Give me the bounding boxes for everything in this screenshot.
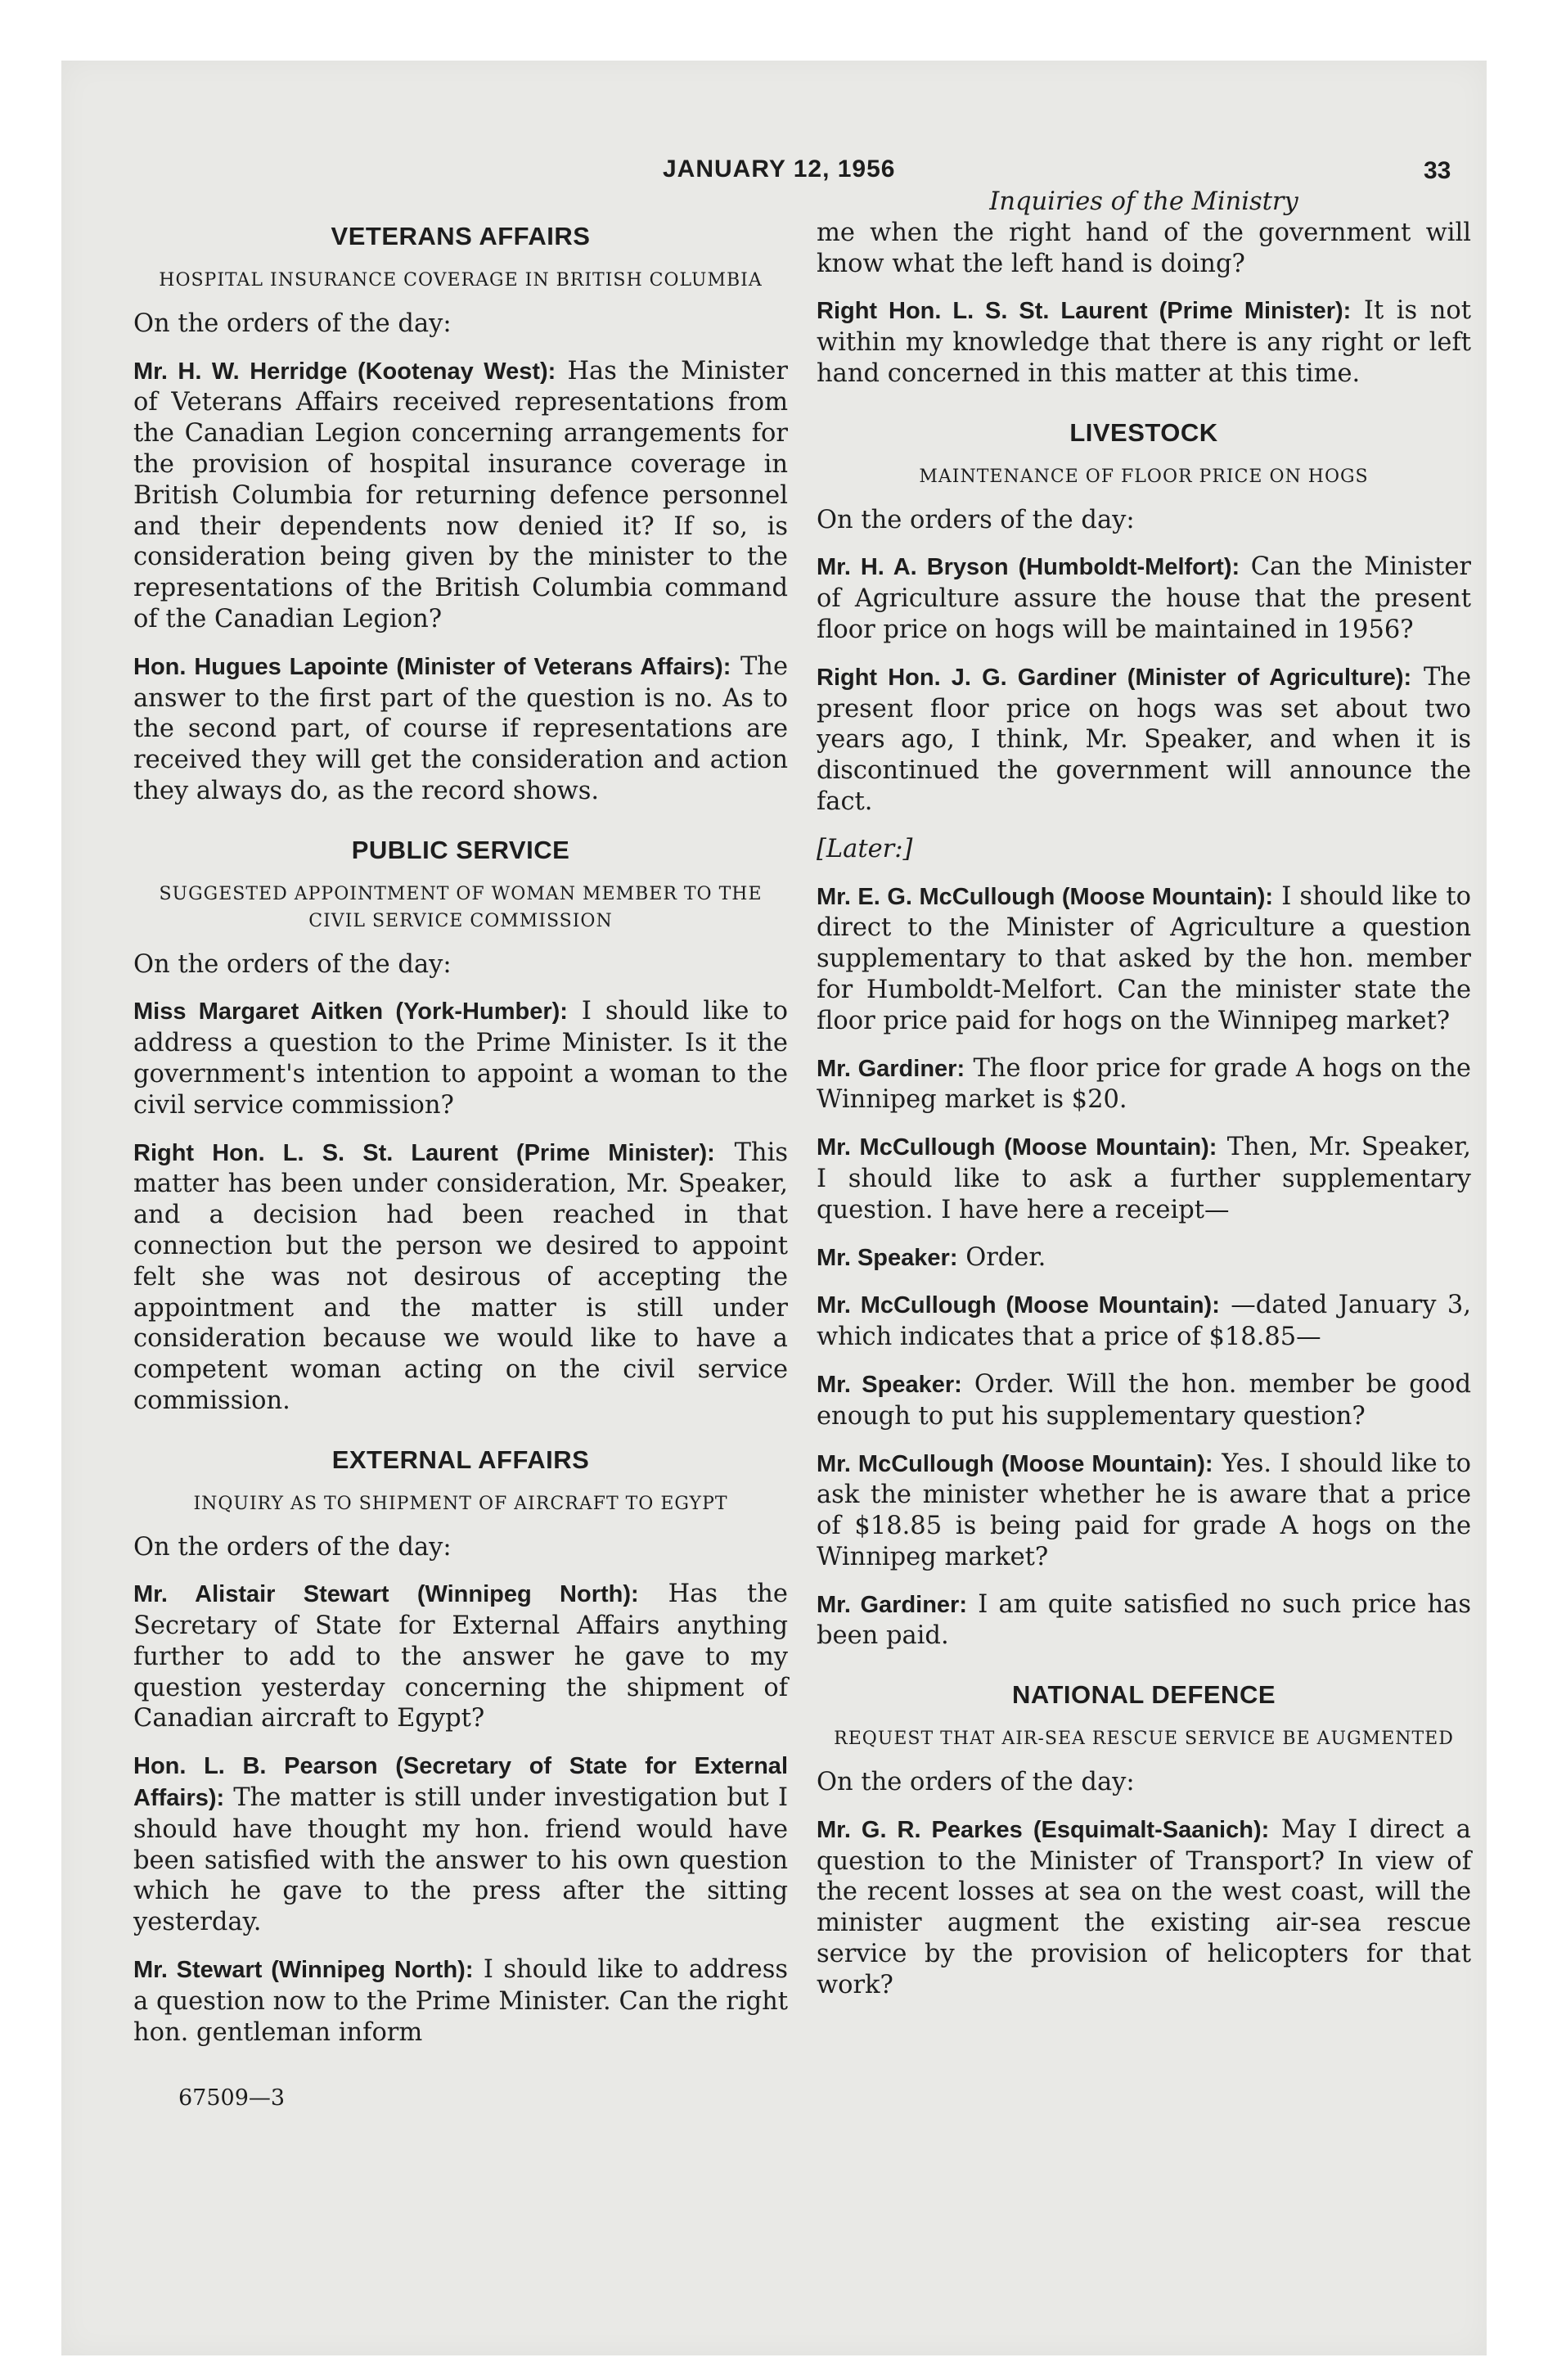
- paragraph-stewart-2: [133, 1954, 788, 2048]
- paragraph-mccullough-2: [817, 1132, 1471, 1225]
- section-heading-veterans: VETERANS AFFAIRS: [331, 222, 591, 250]
- speaker-name: Mr. H. W. Herridge (Kootenay West):: [133, 358, 556, 385]
- orders-of-day: On the orders of the day:: [133, 1532, 452, 1562]
- subheading-aircraft-egypt: INQUIRY AS TO SHIPMENT OF AIRCRAFT TO EGYPT: [193, 1493, 728, 1514]
- subheading-air-sea-rescue: REQUEST THAT AIR-SEA RESCUE SERVICE BE AUGMENTED: [834, 1729, 1454, 1750]
- speech-text: Order. Will the hon. member be good enough to put his supplementary question?: [817, 1369, 1471, 1431]
- speaker-name: Hon. L. B. Pearson (Secretary of State for External Affairs):: [133, 1753, 788, 1812]
- speaker-name: Mr. McCullough (Moose Mountain):: [817, 1292, 1220, 1319]
- speech-text: Has the Secretary of State for External Affairs anything further to add to the answer he gave to my question yesterday concerning the shipment of Canadian aircraft to Egypt?: [133, 1580, 788, 1733]
- paragraph-st-laurent-answer: [817, 295, 1471, 389]
- paragraph-lapointe: [133, 651, 788, 807]
- speaker-name: Right Hon. J. G. Gardiner (Minister of Agriculture):: [817, 664, 1412, 691]
- paragraph-aitken: [133, 996, 788, 1120]
- speech-text: Has the Minister of Veterans Affairs received representations from the Canadian Legion concerning arrangements for the provision of hospital insurance coverage in British Columbia for returning defence personnel and their dependents now denied it? If so, is consideration being given by the minister to the representations of the British Columbia command of the Canadian Legion?: [133, 356, 788, 633]
- later-marker: [Later:]: [817, 834, 913, 863]
- paragraph-gardiner: [817, 662, 1471, 818]
- orders-of-day: On the orders of the day:: [817, 1768, 1135, 1797]
- orders-of-day: On the orders of the day:: [133, 309, 452, 338]
- speech-text: This matter has been under consideration, Mr. Speaker, and a decision had been reached in that connection but the person we desired to appoint felt she was not desirous of accepting the appointment and the matter is still under consideration because we would like to have a competent woman acting on the civil service commission.: [133, 1138, 788, 1415]
- paragraph-mccullough-1: [817, 881, 1471, 1037]
- page-number: 33: [1424, 157, 1451, 184]
- continued-text: me when the right hand of the government will know what the left hand is doing?: [817, 218, 1471, 278]
- section-heading-public-service: PUBLIC SERVICE: [351, 835, 570, 864]
- speaker-name: Hon. Hugues Lapointe (Minister of Veterans Affairs):: [133, 653, 731, 680]
- speech-text: I should like to direct to the Minister of Agriculture a question supplementary to that asked by the hon. member for Humboldt-Melfort. Can the minister state the floor price paid for hogs on the Winnipeg market?: [817, 881, 1471, 1035]
- speech-text: Order.: [965, 1242, 1046, 1272]
- subheading-floor-price: MAINTENANCE OF FLOOR PRICE ON HOGS: [919, 466, 1369, 487]
- paragraph-mccullough-3: [817, 1290, 1471, 1353]
- speech-text: —dated January 3, which indicates that a price of $18.85—: [817, 1291, 1471, 1352]
- paragraph-pearson: [133, 1751, 788, 1938]
- footer-code: 67509—3: [178, 2085, 286, 2111]
- section-heading-national-defence: NATIONAL DEFENCE: [1011, 1680, 1276, 1710]
- speaker-name: Right Hon. L. S. St. Laurent (Prime Minister):: [133, 1139, 715, 1166]
- speech-text: I should like to address a question now to the Prime Minister. Can the right hon. gentleman inform: [133, 1955, 788, 2047]
- speech-text: I am quite satisfied no such price has been paid.: [817, 1589, 1471, 1651]
- subheading-woman-member: SUGGESTED APPOINTMENT OF WOMAN MEMBER TO THE CIVIL SERVICE COMMISSION: [159, 883, 763, 931]
- speech-text: Yes. I should like to ask the minister whether he is aware that a price of $18.85 is being paid for grade A hogs on the Winnipeg market?: [817, 1449, 1471, 1571]
- speaker-name: Right Hon. L. S. St. Laurent (Prime Minister):: [817, 298, 1352, 325]
- section-heading-external-affairs: EXTERNAL AFFAIRS: [331, 1445, 590, 1474]
- subheading-hospital-insurance: HOSPITAL INSURANCE COVERAGE IN BRITISH COLUMBIA: [159, 269, 763, 291]
- paragraph-st-laurent: [133, 1138, 788, 1417]
- paragraph-pearkes: [817, 1814, 1471, 2001]
- paragraph-herridge: [133, 356, 788, 635]
- speaker-name: Mr. Speaker:: [817, 1244, 958, 1271]
- paragraph-bryson: [817, 552, 1471, 645]
- paragraph-gardiner-2: [817, 1053, 1471, 1116]
- speaker-name: Mr. McCullough (Moose Mountain):: [817, 1450, 1213, 1477]
- speech-text: Can the Minister of Agriculture assure the house that the present floor price on hogs will be maintained in 1956?: [817, 552, 1471, 644]
- paragraph-stewart: [133, 1579, 788, 1734]
- speech-text: Then, Mr. Speaker, I should like to ask a further supplementary question. I have here a receipt—: [817, 1133, 1471, 1224]
- speaker-name: Mr. H. A. Bryson (Humboldt-Melfort):: [817, 554, 1240, 581]
- speech-text: The present floor price on hogs was set about two years ago, I think, Mr. Speaker, and when it is discontinued the government will announce the fact.: [817, 662, 1471, 816]
- speaker-name: Miss Margaret Aitken (York-Humber):: [133, 998, 568, 1025]
- right-column: [817, 187, 1471, 2017]
- speech-text: The floor price for grade A hogs on the Winnipeg market is $20.: [817, 1053, 1471, 1115]
- speaker-name: Mr. Stewart (Winnipeg North):: [133, 1957, 474, 1984]
- speech-text: It is not within my knowledge that there is any right or left hand concerned in this matter at this time.: [817, 296, 1471, 388]
- paragraph-mccullough-4: [817, 1449, 1471, 1573]
- running-subtitle: Inquiries of the Ministry: [989, 187, 1298, 216]
- speech-text: The matter is still under investigation but I should have thought my hon. friend would have been satisfied with the answer to his own question which he gave to the press after the sitting yesterday.: [133, 1783, 788, 1937]
- running-head-date: JANUARY 12, 1956: [663, 156, 896, 183]
- speech-text: I should like to address a question to the Prime Minister. Is it the government's intention to appoint a woman to the civil service commission?: [133, 997, 789, 1120]
- speaker-name: Mr. Gardiner:: [817, 1055, 965, 1082]
- speaker-name: Mr. E. G. McCullough (Moose Mountain):: [817, 883, 1274, 910]
- speech-text: The answer to the first part of the question is no. As to the second part, of course if representations are received they will get the consideration and action they always do, as the record shows.: [133, 651, 789, 805]
- section-heading-livestock: LIVESTOCK: [1069, 417, 1218, 447]
- speaker-name: Mr. Alistair Stewart (Winnipeg North):: [133, 1581, 639, 1608]
- speaker-name: Mr. Gardiner:: [817, 1591, 967, 1618]
- speaker-name: Mr. G. R. Pearkes (Esquimalt-Saanich):: [817, 1816, 1270, 1843]
- speaker-name: Mr. McCullough (Moose Mountain):: [817, 1134, 1217, 1161]
- left-column: [133, 221, 788, 2064]
- speaker-name: Mr. Speaker:: [817, 1371, 962, 1398]
- orders-of-day: On the orders of the day:: [817, 505, 1135, 534]
- orders-of-day: On the orders of the day:: [133, 949, 452, 979]
- speech-text: May I direct a question to the Minister of Transport? In view of the recent losses at sea on the west coast, will the minister augment the existing air-sea rescue service by the provision of helicopters for that work?: [817, 1814, 1471, 1999]
- paragraph-gardiner-3: [817, 1589, 1471, 1652]
- paragraph-speaker-1: [817, 1242, 1471, 1274]
- paragraph-speaker-2: [817, 1369, 1471, 1432]
